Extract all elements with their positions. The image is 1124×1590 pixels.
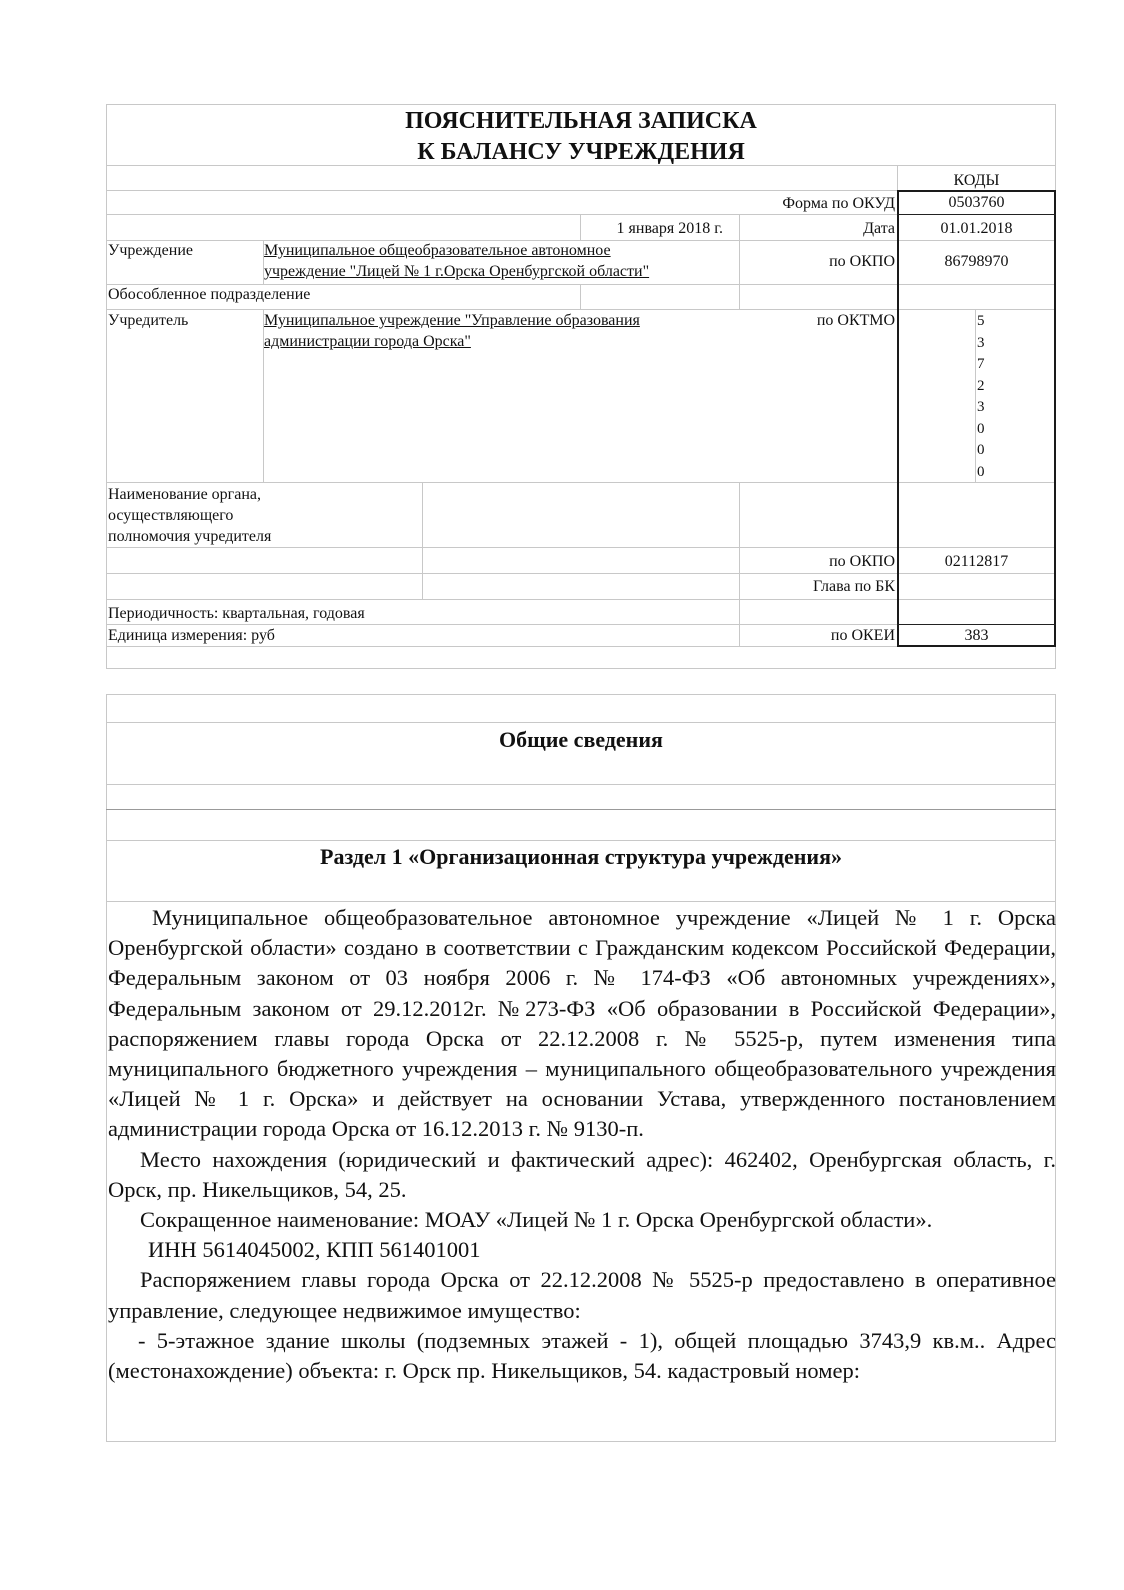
codes-label: КОДЫ — [953, 172, 1000, 189]
paragraph-inn-kpp: ИНН 5614045002, КПП 561401001 — [148, 1237, 481, 1263]
okpo-label: по ОКПО — [829, 253, 895, 270]
paragraph-short-name: Сокращенное наименование: МОАУ «Лицей № 1 г. Орска Оренбургской области». — [140, 1207, 933, 1233]
bk-label: Глава по БК — [813, 578, 895, 595]
okpo2-label: по ОКПО — [829, 553, 895, 570]
paragraph-building: - 5-этажное здание школы (подземных этажей - 1), общей площадью 3743,9 кв.м.. Адрес (местонахождение) объекта: г. Орск пр. Никельщиков, 54. кадастровый номер: — [108, 1327, 1056, 1384]
oktmo-digit: 0 — [977, 420, 985, 437]
founder-label: Учредитель — [108, 312, 189, 329]
institution-label: Учреждение — [108, 242, 193, 259]
okpo2-code: 02112817 — [944, 553, 1009, 570]
okpo-code: 86798970 — [944, 253, 1009, 270]
institution-name-line2: учреждение "Лицей № 1 г.Орска Оренбургской области" — [264, 263, 650, 280]
authority-label — [108, 484, 271, 547]
body-text — [108, 903, 1056, 1386]
okud-code: 0503760 — [948, 194, 1005, 211]
form-title — [106, 106, 1056, 168]
form-title-line1: ПОЯСНИТЕЛЬНАЯ ЗАПИСКА — [405, 108, 757, 134]
okei-code: 383 — [964, 627, 989, 644]
form-title-line2: К БАЛАНСУ УЧРЕЖДЕНИЯ — [417, 139, 745, 165]
okei-label: по ОКЕИ — [830, 627, 895, 644]
oktmo-digit: 0 — [977, 442, 985, 458]
oktmo-digit: 7 — [977, 356, 985, 372]
oktmo-digit: 5 — [977, 313, 985, 329]
date-label: Дата — [863, 220, 895, 237]
oktmo-digit: 2 — [977, 377, 985, 394]
unit-of-measure: Единица измерения: руб — [108, 627, 275, 644]
authority-label-line3: полномочия учредителя — [108, 528, 272, 545]
report-date-text: 1 января 2018 г. — [616, 220, 723, 237]
oktmo-digit: 3 — [977, 399, 985, 415]
founder-name-line1: Муниципальное учреждение "Управление образования — [264, 312, 640, 329]
founder-name-line2: администрации города Орска" — [264, 333, 471, 350]
oktmo-digit: 3 — [977, 334, 985, 351]
oktmo-code — [977, 311, 985, 483]
subdivision-label: Обособленное подразделение — [108, 286, 311, 303]
oktmo-digit: 0 — [977, 463, 985, 480]
paragraph-founding: Муниципальное общеобразовательное автономное учреждение «Лицей № 1 г. Орска Оренбургской области» создано в соответствии с Гражданским кодексом Российской Федерации, Федеральным законом от 03 ноября 2006 г. № 174-ФЗ «Об автономных учреждениях», Федеральным законом от 29.12.2012г. №273-ФЗ «Об образовании в Российской Федерации», распоряжением главы города Орска от 22.12.2008 г. № 5525-р, путем изменения типа муниципального бюджетного учреждения – муниципального общеобразовательного учреждения «Лицей № 1 г. Орска» и действует на основании Устава, утвержденного постановлением администрации города Орска от 16.12.2013 г. № 9130-п. — [108, 905, 1056, 1142]
form-border-left — [106, 104, 107, 669]
okud-label: Форма по ОКУД — [782, 195, 895, 212]
section1-heading: Раздел 1 «Организационная структура учреждения» — [320, 844, 842, 869]
paragraph-address: Место нахождения (юридический и фактический адрес): 462402, Оренбургская область, г. Орск, пр. Никельщиков, 54, 25. — [108, 1146, 1056, 1202]
authority-label-line2: осуществляющего — [108, 507, 234, 524]
institution-name-line1: Муниципальное общеобразовательное автономное — [264, 242, 611, 259]
general-info-heading: Общие сведения — [499, 727, 663, 752]
oktmo-label: по ОКТМО — [816, 312, 895, 329]
authority-label-line1: Наименование органа, — [108, 486, 262, 503]
form-border-top — [106, 104, 1056, 105]
date-code: 01.01.2018 — [940, 220, 1013, 237]
periodicity: Периодичность: квартальная, годовая — [108, 605, 365, 622]
paragraph-property: Распоряжением главы города Орска от 22.12.2008 № 5525-р предоставлено в оперативное управление, следующее недвижимое имущество: — [108, 1267, 1056, 1323]
